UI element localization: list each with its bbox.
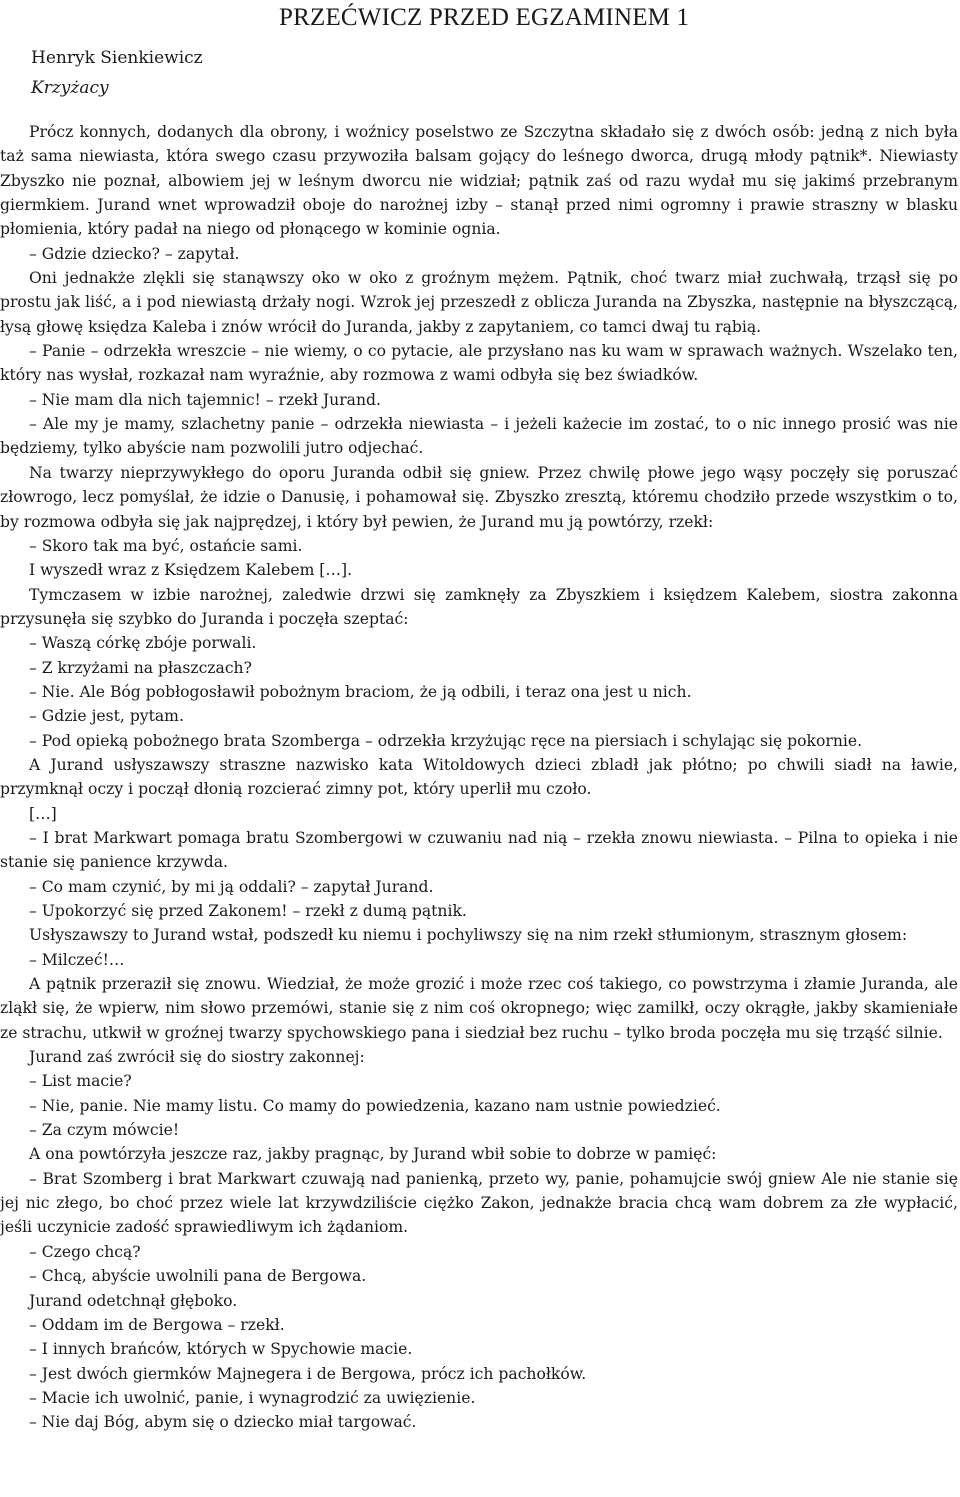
paragraph: – Ale my je mamy, szlachetny panie – odrzekła niewiasta – i jeżeli każecie im zostać, to o nic innego prosić was nie będziemy, tylko abyście nam pozwolili jutro odjechać. [0, 415, 958, 458]
author-name: Henryk Sienkiewicz [31, 48, 203, 68]
paragraph: Jurand zaś zwrócił się do siostry zakonnej: [29, 1048, 365, 1067]
paragraph: – Nie. Ale Bóg pobłogosławił pobożnym braciom, że ją odbili, i teraz ona jest u nich. [29, 682, 692, 701]
paragraph: – Jest dwóch giermków Majnegera i de Bergowa, prócz ich pachołków. [29, 1364, 587, 1383]
paragraph: – Waszą córkę zbóje porwali. [29, 634, 257, 653]
document-body [0, 120, 958, 1435]
paragraph: I wyszedł wraz z Księdzem Kalebem […]. [29, 561, 353, 580]
paragraph: – List macie? [29, 1072, 132, 1091]
paragraph: – Brat Szomberg i brat Markwart czuwają nad panienką, przeto wy, panie, pohamujcie swój gniew Ale nie stanie się jej nic złego, bo choć przez wiele lat krzywdziliście ciężko Zakon, jednakże bracia chcą wam dobrem za złe wypłacić, jeśli uczynicie zadość sprawiedliwym ich żądaniom. [0, 1169, 958, 1237]
paragraph: – Chcą, abyście uwolnili pana de Bergowa. [29, 1267, 367, 1286]
paragraph: – Pod opieką pobożnego brata Szomberga – odrzekła krzyżując ręce na piersiach i schylając się pokornie. [29, 731, 863, 750]
paragraph: – Panie – odrzekła wreszcie – nie wiemy, o co pytacie, ale przysłano nas ku wam w sprawach ważnych. Wszelako ten, który nas wysłał, rozkazał nam wyraźnie, aby rozmowa z wami odbyła się bez świadków. [0, 342, 958, 385]
paragraph: – Z krzyżami na płaszczach? [29, 658, 252, 677]
paragraph: – Oddam im de Bergowa – rzekł. [29, 1315, 285, 1334]
paragraph: Usłyszawszy to Jurand wstał, podszedł ku niemu i pochyliwszy się na nim rzekł stłumionym, strasznym głosem: [29, 926, 908, 945]
paragraph: A ona powtórzyła jeszcze raz, jakby pragnąc, by Jurand wbił sobie to dobrze w pamięć: [29, 1145, 717, 1164]
book-title: Krzyżacy [31, 78, 109, 98]
paragraph: – I brat Markwart pomaga bratu Szombergowi w czuwaniu nad nią – rzekła znowu niewiasta. – Pilna to opieka i nie stanie się panience krzywda. [0, 828, 958, 872]
paragraph: Jurand odetchnął głęboko. [29, 1291, 238, 1310]
paragraph: – Upokorzyć się przed Zakonem! – rzekł z dumą pątnik. [29, 902, 467, 920]
paragraph: – Skoro tak ma być, ostańcie sami. [29, 536, 303, 555]
paragraph: – Nie, panie. Nie mamy listu. Co mamy do powiedzenia, kazano nam ustnie powiedzieć. [29, 1096, 721, 1115]
paragraph: Na twarzy nieprzywykłego do oporu Juranda odbił się gniew. Przez chwilę płowe jego wąsy poczęły się poruszać złowrogo, lecz pomyślał, że idzie o Danusię, i pohamował się. Zbyszko zresztą, któremu chodziło przede wszystkim o to, by rozmowa odbyła się jak najprędzej, i który był pewien, że Jurand mu ją powtórzy, rzekł: [0, 463, 958, 531]
paragraph: Tymczasem w izbie narożnej, zaledwie drzwi się zamknęły za Zbyszkiem i księdzem Kalebem, siostra zakonna przysunęła się szybko do Juranda i poczęła szeptać: [0, 585, 958, 628]
paragraph: – I innych brańców, których w Spychowie macie. [29, 1340, 413, 1359]
paragraph: […] [29, 804, 57, 823]
paragraph: – Milczeć!… [29, 950, 125, 969]
paragraph: Prócz konnych, dodanych dla obrony, i woźnicy poselstwo ze Szczytna składało się z dwóch osób: jedną z nich była taż sama niewiasta, która swego czasu przywoziła balsam gojący do leśnego dworca, drugą młody pątnik*. Niewiasty Zbyszko nie poznał, albowiem jej w leśnym dworcu nie widział; pątnik zaś od razu wydał mu się jakimś przebranym giermkiem. Jurand wnet wprowadził oboje do narożnej izby – stanął przed nimi ogromny i prawie straszny w blasku płomienia, który padał na niego od płonącego w kominie ognia. [0, 123, 958, 239]
paragraph: A pątnik przeraził się znowu. Wiedział, że może grozić i może rzec coś takiego, co powstrzyma i złamie Juranda, ale zląkł się, że wpierw, nim słowo przemówi, stanie się z nim coś okropnego; więc zamilkł, oczy okrągłe, jakby skamieniałe ze strachu, utkwił w groźnej twarzy spychowskiego pana i siedział bez ruchu – tylko broda poczęła mu się trząść silnie. [0, 975, 958, 1042]
paragraph: – Gdzie dziecko? – zapytał. [29, 244, 240, 263]
paragraph: Oni jednakże zlękli się stanąwszy oko w oko z groźnym mężem. Pątnik, choć twarz miał zuchwałą, trząsł się po prostu jak liść, a i pod niewiastą drżały nogi. Wzrok jej przeszedł z oblicza Juranda na Zbyszka, następnie na błyszczącą, łysą głowę księdza Kaleba i znów wrócił do Juranda, jakby z zapytaniem, co tamci dwaj tu rąbią. [0, 269, 958, 336]
paragraph: – Czego chcą? [29, 1242, 141, 1261]
paragraph: – Nie daj Bóg, abym się o dziecko miał targować. [29, 1413, 417, 1432]
paragraph: – Macie ich uwolnić, panie, i wynagrodzić za uwięzienie. [29, 1388, 476, 1407]
paragraph: A Jurand usłyszawszy straszne nazwisko kata Witoldowych dzieci zbladł jak płótno; po chwili siadł na ławie, przymknął oczy i począł dłonią rozcierać zimny pot, który uperlił mu czoło. [0, 755, 958, 799]
paragraph: – Co mam czynić, by mi ją oddali? – zapytał Jurand. [29, 877, 434, 896]
paragraph: – Gdzie jest, pytam. [29, 707, 184, 726]
paragraph: – Nie mam dla nich tajemnic! – rzekł Jurand. [29, 390, 381, 409]
page-title: PRZEĆWICZ PRZED EGZAMINEM 1 [279, 4, 690, 31]
paragraph: – Za czym mówcie! [29, 1121, 180, 1140]
